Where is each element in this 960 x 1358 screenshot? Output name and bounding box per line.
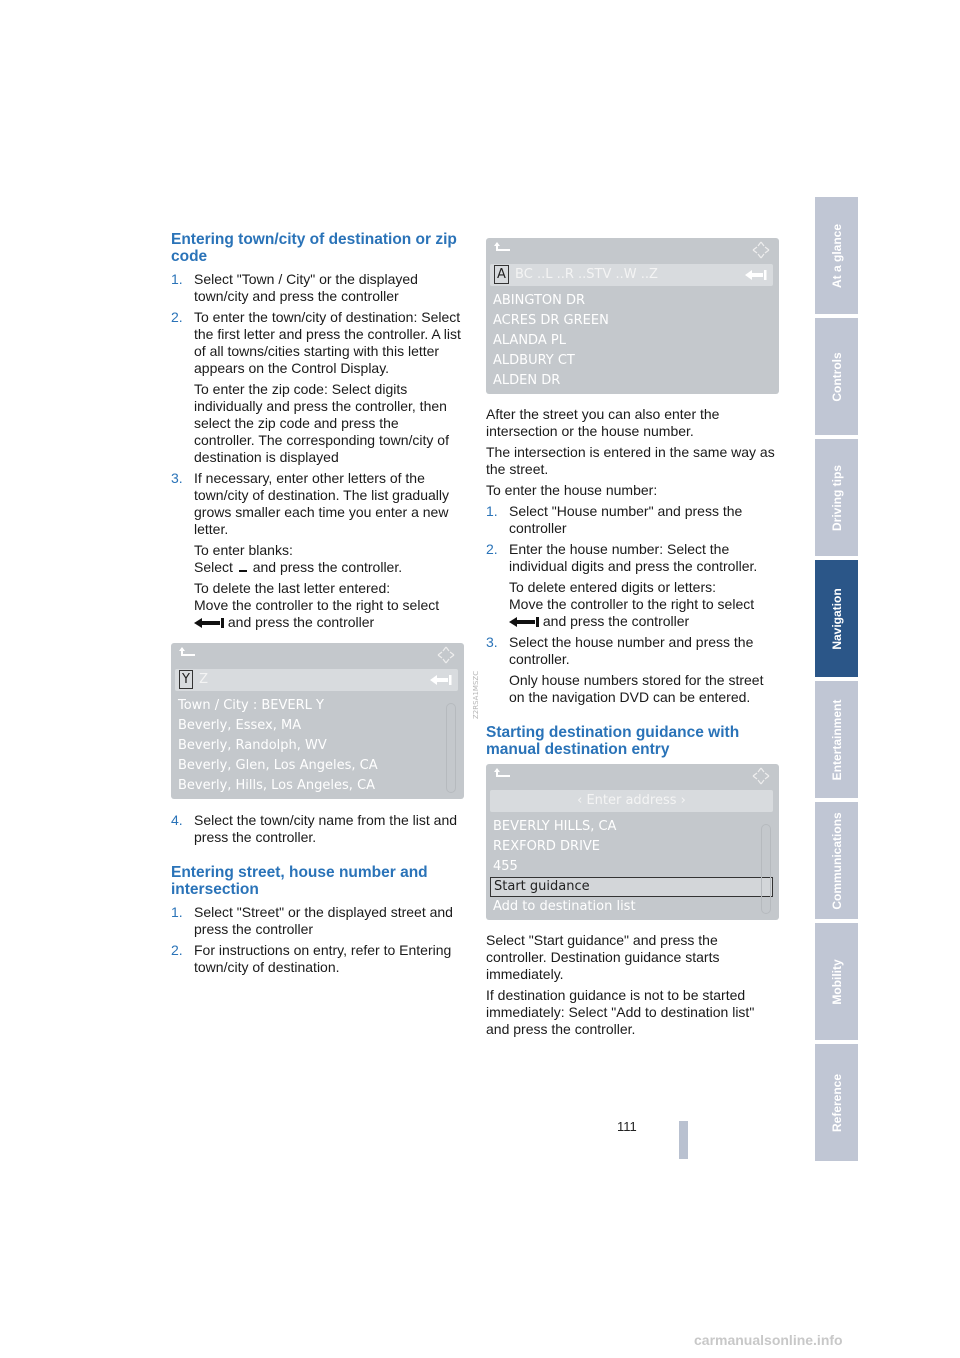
left-column	[171, 231, 480, 980]
speller-bar[interactable]: A BC ..L ..R ..STV ..W ..Z	[490, 264, 773, 286]
delete-arrow-icon[interactable]	[430, 673, 452, 687]
step-item: 3. Select the house number and press the controller. Only house numbers stored for the street on the navigation DVD can be entered.	[486, 634, 764, 705]
scrollbar[interactable]	[761, 824, 771, 914]
tab-mobility[interactable]: Mobility	[815, 923, 858, 1040]
list-item: BEVERLY HILLS, CA	[493, 819, 617, 834]
right-column: A BC ..L ..R ..STV ..W ..Z ABINGTON DR ACRES DR GREEN ALANDA PL ALDBURY CT ALDEN DR After the street you can also enter the intersection or the house number. The intersection is entered in the same way as the street. To enter the house number: 1. Select "House number" and press the controller 2. Enter the house number: Select the individual digits and press the controller. To delete entered digits or letters: Move the controller to the right to select and press the controller 3. Select the house number and press the controller. Only house numbers stored for the street on the navigation DVD can be entered. Starting destination guidance with manual destination entry ‹ Enter address › BEVERLY HILLS, CA REXFORD DRIVE 455 Start guidance Add to destination list Select "Start guidance" and press the controller. Destination guidance starts immediately. If destination guidance is not to be started immediately: Select "Add to destination list" and press the controller.	[486, 238, 778, 1042]
tab-reference[interactable]: Reference	[815, 1044, 858, 1161]
step-item: 1. Select "Street" or the displayed street and press the controller	[171, 904, 453, 937]
delete-instruction: Move the controller to the right to select and press the controller	[194, 597, 440, 630]
blanks-instruction: Select and press the controller.	[194, 559, 403, 575]
start-guidance-button[interactable]: Start guidance	[490, 877, 773, 897]
section-heading-guidance: Starting destination guidance with manual destination entry	[486, 724, 740, 758]
list-item: 455	[493, 859, 518, 874]
list-item[interactable]: ALANDA PL	[493, 333, 566, 348]
tab-entertainment[interactable]: Entertainment	[815, 681, 858, 798]
tab-controls[interactable]: Controls	[815, 318, 858, 435]
tab-navigation[interactable]: Navigation	[815, 560, 858, 677]
street-list	[490, 291, 773, 391]
list-item[interactable]: Beverly, Glen, Los Angeles, CA	[178, 758, 378, 773]
blank-symbol-icon	[239, 562, 247, 572]
delete-instruction: Move the controller to the right to select and press the controller	[509, 596, 755, 629]
address-list	[490, 817, 773, 917]
tab-driving-tips[interactable]: Driving tips	[815, 439, 858, 556]
controller-icon	[436, 645, 456, 665]
list-item[interactable]: ALDBURY CT	[493, 353, 575, 368]
tab-communications[interactable]: Communications	[815, 802, 858, 919]
step-item: 2. To enter the town/city of destination: Select the first letter and press the controller. A list of all towns/cities starting with this letter appears on the Control Display. To enter the zip code: Select digits individually and press the controller, then select the zip code and press the controller. The corresponding town/city of destination is displayed	[171, 309, 461, 465]
controller-icon	[751, 766, 771, 786]
control-display-guidance	[486, 764, 779, 920]
page-number: 111	[617, 1119, 637, 1134]
page-marker-bar	[679, 1121, 688, 1159]
town-city-list	[175, 696, 458, 796]
step-item: 3. If necessary, enter other letters of the town/city of destination. The list gradually grows smaller each time you enter a new letter. To enter blanks: Select and press the controller. To delete the last letter entered: Move the controller to the right to select and press the controller	[171, 470, 463, 631]
step-item: 1. Select "House number" and press the controller	[486, 503, 743, 536]
step-item: 1. Select "Town / City" or the displayed town/city and press the controller	[171, 271, 418, 304]
list-item[interactable]: Beverly, Hills, Los Angeles, CA	[178, 778, 376, 793]
section-heading-town-city: Entering town/city of destination or zip code	[171, 231, 457, 265]
image-code: Z2RSA1MSZC	[472, 670, 480, 719]
list-item[interactable]: ABINGTON DR	[493, 293, 586, 308]
step-item: 2. For instructions on entry, refer to Entering town/city of destination.	[171, 942, 452, 975]
scrollbar[interactable]	[446, 703, 456, 793]
back-icon	[494, 768, 512, 782]
control-display-street	[486, 238, 779, 394]
section-heading-street: Entering street, house number and intersection	[171, 864, 428, 898]
step-item: 2. Enter the house number: Select the individual digits and press the controller. To delete entered digits or letters: Move the controller to the right to select and press the controller	[486, 541, 778, 630]
speller-bar[interactable]: Y Z	[175, 669, 458, 691]
footer-watermark: carmanualsonline.info	[694, 1332, 843, 1348]
delete-arrow-icon[interactable]	[745, 268, 767, 282]
step-item: 4. Select the town/city name from the list and press the controller.	[171, 812, 458, 845]
list-item[interactable]: Town / City : BEVERL Y	[178, 698, 324, 713]
delete-arrow-icon	[194, 617, 224, 629]
list-item: REXFORD DRIVE	[493, 839, 601, 854]
control-display-town-city	[171, 643, 464, 799]
list-item[interactable]: Beverly, Essex, MA	[178, 718, 302, 733]
chapter-tabs	[815, 197, 858, 1165]
delete-arrow-icon	[509, 616, 539, 628]
back-icon	[494, 242, 512, 256]
add-to-destination-list-button[interactable]: Add to destination list	[493, 899, 636, 914]
back-icon	[179, 647, 197, 661]
list-item[interactable]: ACRES DR GREEN	[493, 313, 609, 328]
enter-address-tab[interactable]: ‹ Enter address ›	[490, 790, 773, 812]
selected-letter[interactable]: A	[494, 265, 509, 284]
controller-icon	[751, 240, 771, 260]
tab-at-a-glance[interactable]: At a glance	[815, 197, 858, 314]
list-item[interactable]: Beverly, Randolph, WV	[178, 738, 327, 753]
list-item[interactable]: ALDEN DR	[493, 373, 561, 388]
selected-letter[interactable]: Y	[179, 670, 193, 689]
